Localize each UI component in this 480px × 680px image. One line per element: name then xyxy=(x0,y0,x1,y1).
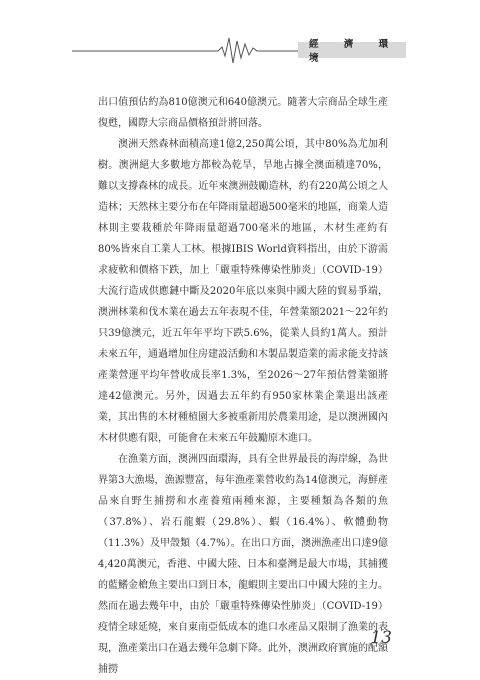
page-header xyxy=(0,0,480,70)
article-body xyxy=(98,92,388,680)
page-number: 13 xyxy=(370,628,392,648)
paragraph-1: 出口值預估約為810億澳元和640億澳元。隨著大宗商品全球生產復甦，國際大宗商品價格預計將回落。 xyxy=(98,97,388,129)
paragraph-3: 在漁業方面，澳洲四面環海，具有全世界最長的海岸線，為世界第3大漁場，漁源豐富，每年漁產業營收約為14億澳元，海鮮產品來自野生捕撈和水產養殖兩種來源，主要種類為各類的魚（37.8%）、岩石龍蝦（29.8%）、蝦（16.4%）、軟體動物（11.3%）及甲殼類（4.7%）。在出口方面，澳洲漁產出口達9億4,420萬澳元，香港、中國大陸、日本和臺灣是最大市場，其捕獲的藍鰭金槍魚主要出口到日本，龍蝦則主要出口中國大陸的主力。然而在過去幾年中，由於「嚴重特殊傳染性肺炎」（COVID-19）疫情全球延燒，來自東南亞低成本的進口水產品又限制了漁業的表現，漁產業出口在過去幾年急劇下降。此外，澳洲政府實施的配額捕撈 xyxy=(98,454,388,675)
paragraph-2: 澳洲天然森林面積高達1億2,250萬公頃，其中80%為尤加利樹。澳洲絕大多數地方都較為乾旱，旱地占據全澳面積達70%，難以支撐森林的成長。近年來澳洲鼓勵造林，約有220萬公頃之人造林；天然林主要分布在年降雨量超過500毫米的地區，商業人造林則主要栽種於年降雨量超過700毫米的地區，木材生產約有80%皆來自工業人工林。根據IBIS World資料指出，由於下游需求疲軟和價格下跌，加上「嚴重特殊傳染性肺炎」（COVID-19）大流行造成供應鏈中斷及2020年底以來與中國大陸的貿易爭端，澳洲林業和伐木業在過去五年表現不佳，年營業額2021～22年約只39億澳元，近五年年平均下跌5.6%，從業人員約1萬人。預計未來五年，通過增加住房建設活動和木製品製造業的需求能支持該產業營運平均年營收成長率1.3%，至2026～27年預估營業額將達42億澳元。另外，因過去五年約有950家林業企業退出該產業，其出售的木材種植園大多被重新用於農業用途，是以澳洲國內木材供應有限，可能會在未來五年鼓勵原木進口。 xyxy=(98,139,388,444)
section-title-box xyxy=(298,39,406,64)
section-title: 經 濟 環 境 xyxy=(309,39,400,64)
heartbeat-line-icon xyxy=(0,0,480,70)
